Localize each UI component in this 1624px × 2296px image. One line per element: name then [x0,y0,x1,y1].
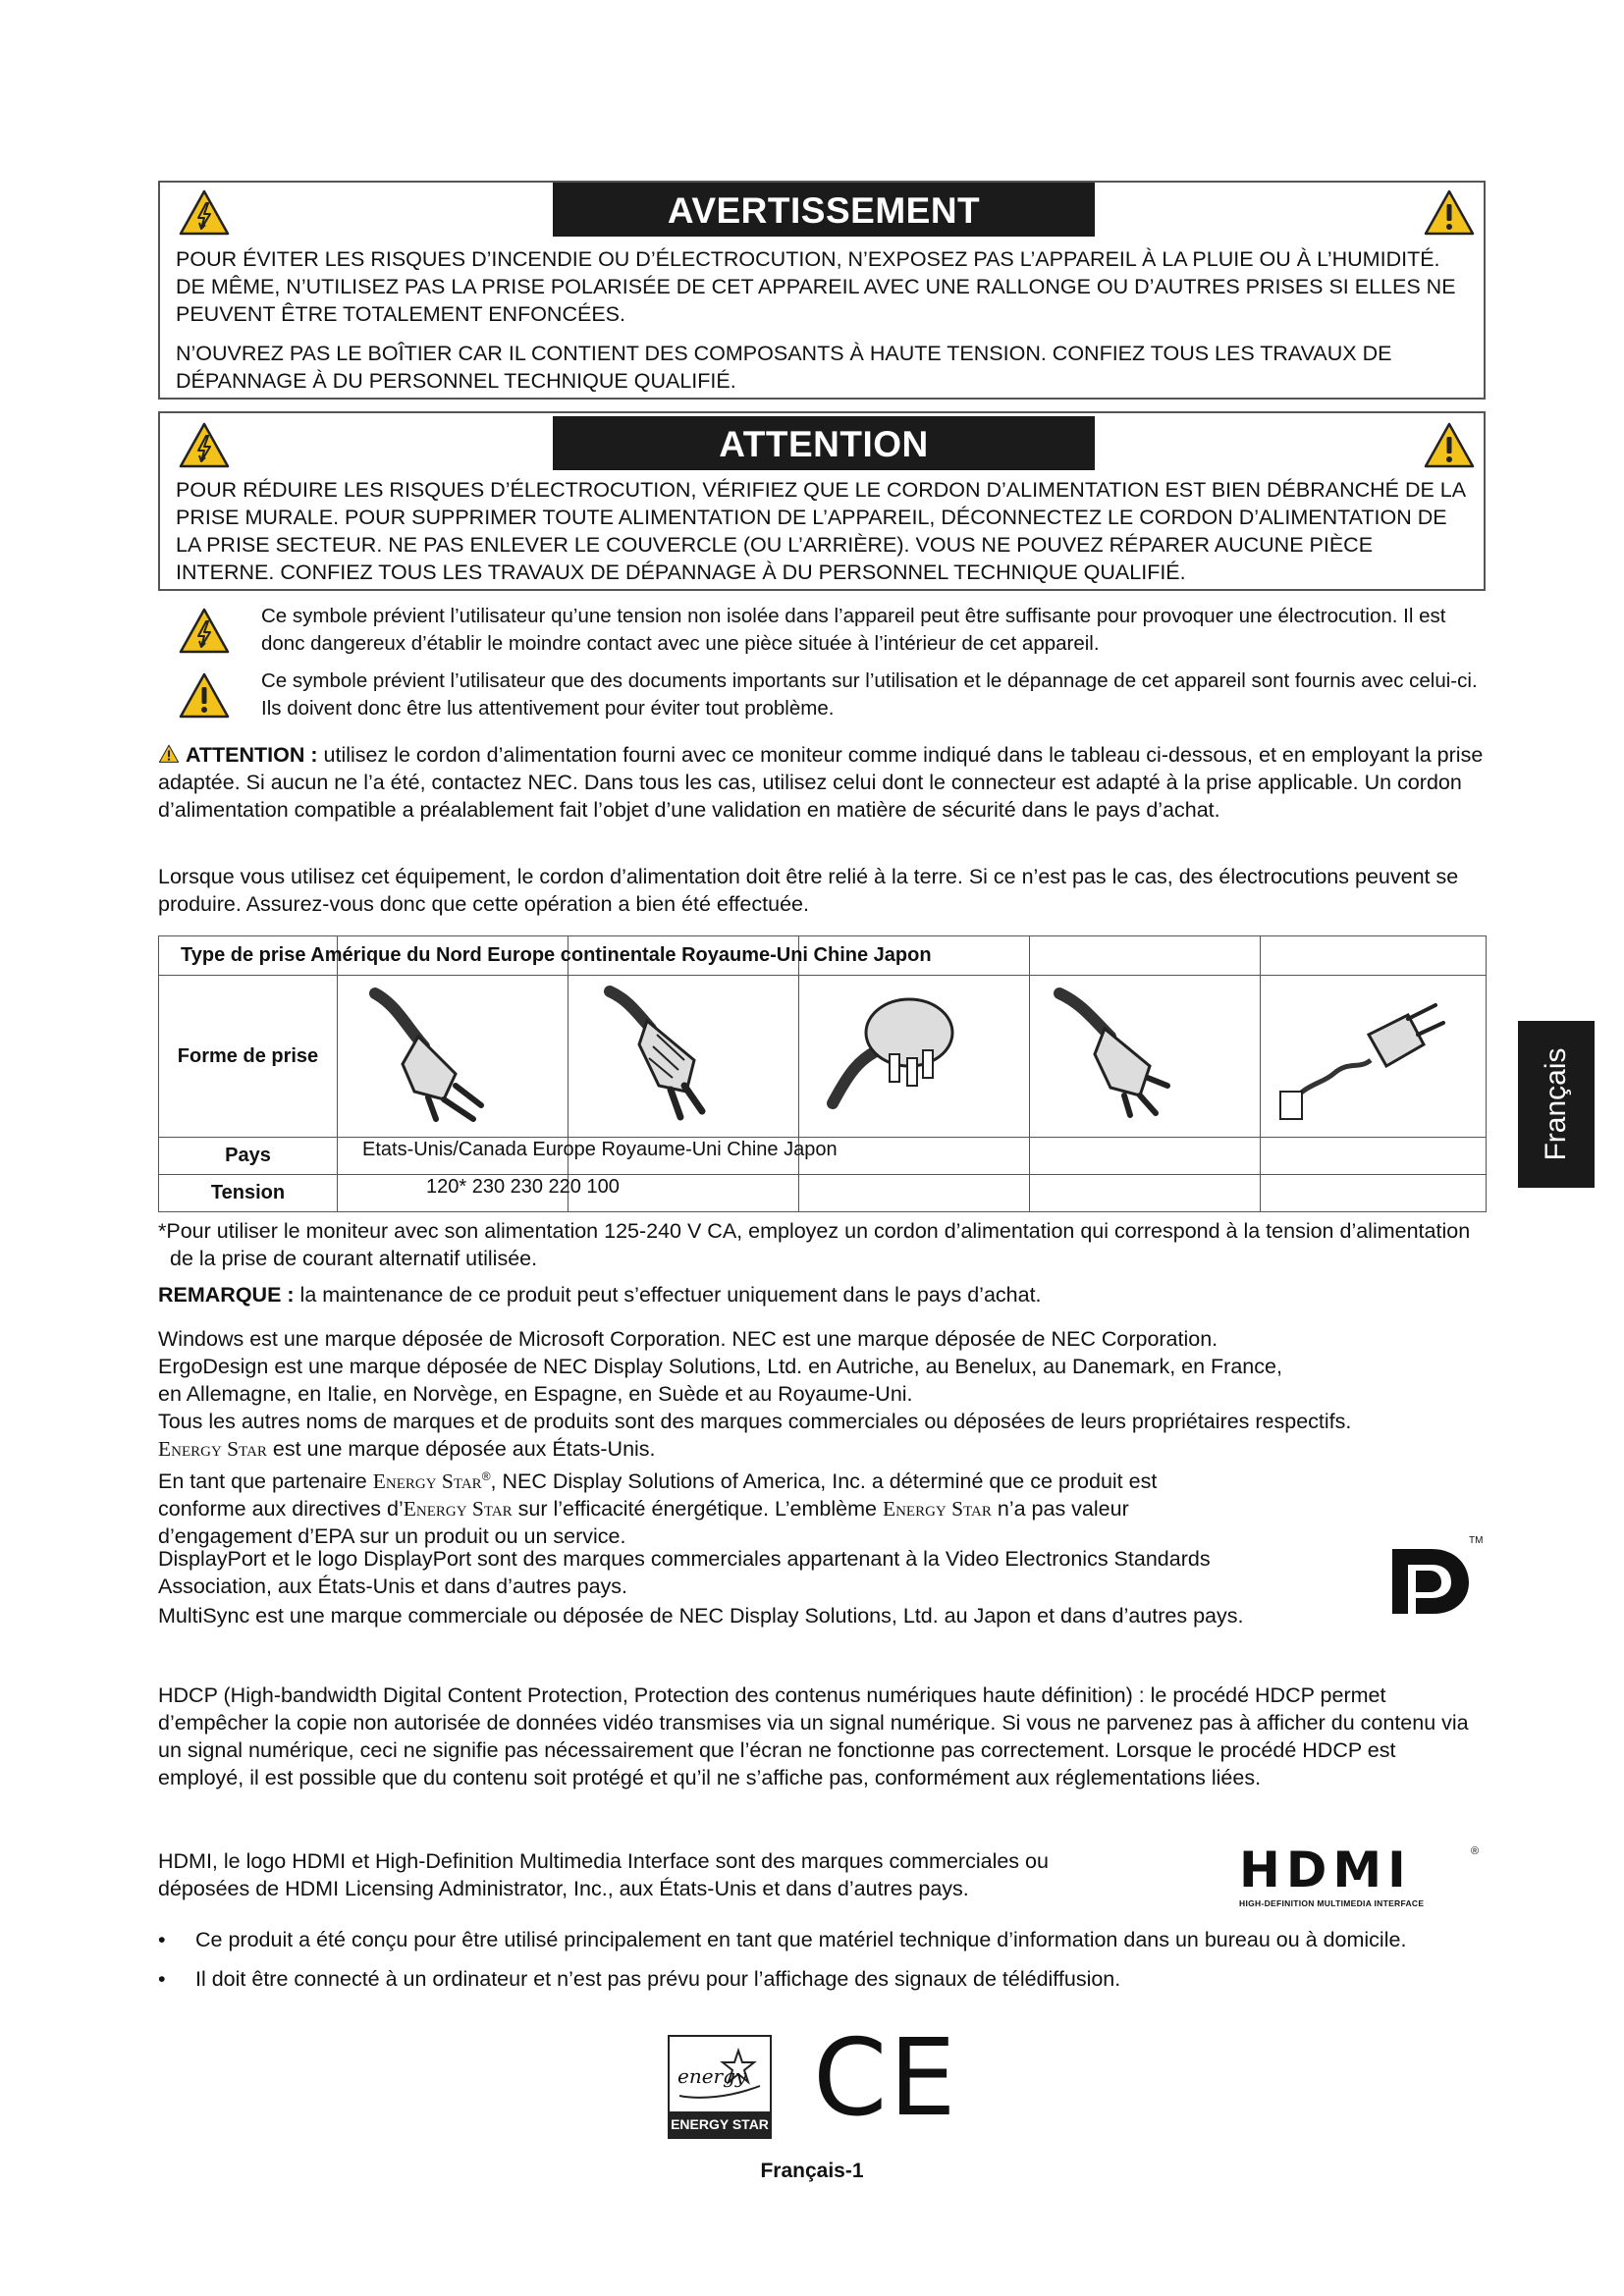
plug-europe-image [568,976,799,1131]
plug-japan-image [1261,976,1487,1131]
plug-north-america [338,976,568,1138]
warning-paragraph-1: POUR ÉVITER LES RISQUES D’INCENDIE OU D’ÉLECTROCUTION, N’EXPOSEZ PAS L’APPAREIL À LA PLUIE OU À L’HUMIDITÉ. DE MÊME, N’UTILISEZ PAS LA PRISE POLARISÉE DE CET APPAREIL AVEC UNE RALLONGE OU D’AUTRES PRISES SI ELLES NE PEUVENT ÊTRE TOTALEMENT ENFONCÉES. [176,247,1456,326]
warning-title: AVERTISSEMENT [553,183,1095,237]
tm-energy-star-2-a: En tant que partenaire [158,1469,373,1494]
language-side-tab [1518,1021,1595,1188]
plug-china [1030,976,1261,1138]
hdcp-paragraph [158,1682,1486,1791]
bullet-text: Ce produit a été conçu pour être utilisé principalement en tant que matériel technique d’information dans un bureau ou à domicile. [195,1928,1407,1951]
energy-star-name: Energy Star [158,1437,267,1461]
lightning-symbol-explanation [158,603,1486,666]
plug-table-voltage-line: 120* 230 230 220 100 [426,1176,620,1198]
warning-box [158,181,1486,400]
earth-paragraph [158,863,1486,918]
exclamation-attention-icon [1423,421,1476,470]
displayport-tm: TM [1469,1535,1484,1546]
hdmi-logo-word: HDMI [1239,1842,1412,1898]
tm-displayport-text: DisplayPort et le logo DisplayPort sont des marques commerciales appartenant à la Video Electronics Standards Association, aux États-Unis et dans d’autres pays. [158,1547,1211,1598]
plug-table-countries-line: Etats-Unis/Canada Europe Royaume-Uni Chine Japon [362,1139,838,1160]
attention-title: ATTENTION [553,416,1095,470]
tm-ergodesign-2: en Allemagne, en Italie, en Norvège, en Espagne, en Suède et au Royaume-Uni. [158,1382,913,1406]
caution-paragraph [158,741,1486,824]
plug-north-america-image [338,976,568,1131]
warning-paragraph-2: N’OUVREZ PAS LE BOÎTIER CAR IL CONTIENT DES COMPOSANTS À HAUTE TENSION. CONFIEZ TOUS LES TRAVAUX DE DÉPANNAGE À DU PERSONNEL TECHNIQUE QUALIFIÉ. [176,342,1392,393]
tm-energy-star-4: d’engagement d’EPA sur un produit ou un service. [158,1524,626,1549]
hdmi-logo [1239,1842,1485,1914]
lightning-attention-icon [178,421,231,470]
plug-table [158,935,1487,1212]
attention-paragraph: POUR RÉDUIRE LES RISQUES D’ÉLECTROCUTION, VÉRIFIEZ QUE LE CORDON D’ALIMENTATION EST BIEN DÉBRANCHÉ DE LA PRISE MURALE. POUR SUPPRIMER TOUTE ALIMENTATION DE L’APPAREIL, DÉCONNECTEZ LE CORDON D’ALIMENTATION DE LA PRISE SECTEUR. NE PAS ENLEVER LE COUVERCLE (OU L’ARRIÈRE). VOUS NE POUVEZ RÉPARER AUCUNE PIÈCE INTERNE. CONFIEZ TOUS LES TRAVAUX DE DÉPANNAGE À DU PERSONNEL TECHNIQUE QUALIFIÉ. [176,478,1465,584]
remarque-label: REMARQUE : [158,1283,295,1307]
bullet-item: • Il doit être connecté à un ordinateur et n’est pas prévu pour l’affichage des signaux de télédiffusion. [158,1967,1121,1991]
language-side-tab-label: Français [1540,1047,1572,1161]
tm-windows: Windows est une marque déposée de Microsoft Corporation. NEC est une marque déposée de NEC Corporation. [158,1327,1218,1351]
hdmi-logo-tagline: HIGH-DEFINITION MULTIMEDIA INTERFACE [1239,1898,1425,1908]
voltage-footnote-text: *Pour utiliser le moniteur avec son alimentation 125-240 V CA, employez un cordon d’alimentation qui correspond à la tension d’alimentation de la prise de courant alternatif utilisée. [158,1219,1471,1270]
remarque-paragraph [158,1281,1486,1308]
exclamation-icon [178,671,231,721]
hdmi-logo-reg: ® [1471,1845,1480,1857]
tm-energy-star-3-c: n’a pas valeur [991,1497,1129,1522]
bullet-item: • Ce produit a été conçu pour être utilisé principalement en tant que matériel technique d’information dans un bureau ou à domicile. [158,1928,1407,1951]
plug-japan [1261,976,1487,1138]
tm-multisync-text: MultiSync est une marque commerciale ou déposée de NEC Display Solutions, Ltd. au Japon et dans d’autres pays. [158,1604,1244,1628]
tm-energy-star-1 [158,1435,1486,1463]
bullet-text: Il doit être connecté à un ordinateur et n’est pas prévu pour l’affichage des signaux de télédiffusion. [195,1967,1121,1991]
exclamation-warning-icon [1423,188,1476,238]
row-label-voltage: Tension [159,1175,338,1212]
caution-text: utilisez le cordon d’alimentation fourni avec ce moniteur comme indiqué dans le tableau ci-dessous, et en employant la prise adaptée. Si aucun ne l’a été, contactez NEC. Dans tous les cas, utilisez celui dont le connecteur est adapté à la prise applicable. Un cordon d’alimentation compatible a préalablement fait l’objet d’une validation en matière de sécurité dans le pays d’achat. [158,743,1484,822]
lightning-symbol-text: Ce symbole prévient l’utilisateur qu’une tension non isolée dans l’appareil peut être suffisante pour provoquer une électrocution. Il est donc dangereux d’établir le moindre contact avec une pièce située à l’intérieur de cet appareil. [261,605,1446,655]
caution-label: ATTENTION : [185,743,318,767]
ce-mark: CE [813,2017,958,2140]
row-label-country: Pays [159,1138,338,1175]
displayport-logo [1384,1539,1483,1620]
energy-star-logo [668,2035,772,2139]
plug-europe [568,976,799,1138]
page-number: Français-1 [760,2160,864,2182]
tm-ergodesign-1: ErgoDesign est une marque déposée de NEC Display Solutions, Ltd. en Autriche, au Benelux, au Danemark, en France, [158,1355,1282,1378]
energy-star-script: energy [677,2064,747,2088]
plug-table-header-line: Type de prise Amérique du Nord Europe continentale Royaume-Uni Chine Japon [181,944,932,966]
tm-multisync [158,1602,1297,1629]
tm-energy-star-3-a: conforme aux directives d’ [158,1497,404,1522]
energy-star-name: Energy Star [403,1497,513,1522]
row-label-shape: Forme de prise [159,976,338,1138]
tm-others: Tous les autres noms de marques et de produits sont des marques commerciales ou déposées de leurs propriétaires respectifs. [158,1410,1352,1433]
energy-star-label: ENERGY STAR [670,2111,770,2137]
attention-box [158,411,1486,591]
plug-uk-image [799,976,1030,1131]
plug-china-image [1030,976,1261,1131]
tm-energy-star-2-b: , NEC Display Solutions of America, Inc. a déterminé que ce produit est [490,1469,1158,1494]
exclamation-symbol-text: Ce symbole prévient l’utilisateur que des documents importants sur l’utilisation et le dépannage de cet appareil sont fournis avec celui-ci. Ils doivent donc être lus attentivement pour éviter tout problème. [261,669,1478,720]
energy-star-name: Energy Star [882,1497,992,1522]
tm-energy-star-1-rest: est une marque déposée aux États-Unis. [266,1437,656,1461]
plug-uk [799,976,1030,1138]
hdcp-text: HDCP (High-bandwidth Digital Content Protection, Protection des contenus numériques haute définition) : le procédé HDCP permet d’empêcher la copie non autorisée de données vidéo transmises via un signal numérique. Si vous ne parvenez pas à afficher du contenu via un signal numérique, ceci ne signifie pas nécessairement que l’écran ne fonctionne pas correctement. Lorsque le procédé HDCP est employé, il est possible que du contenu soit protégé et qu’il ne s’affiche pas, conformément aux réglementations liées. [158,1683,1469,1789]
hdmi-text: HDMI, le logo HDMI et High-Definition Multimedia Interface sont des marques commerciales ou déposées de HDMI Licensing Administrator, Inc., aux États-Unis et dans d’autres pays. [158,1849,1049,1900]
remarque-text: la maintenance de ce produit peut s’effectuer uniquement dans le pays d’achat. [294,1283,1042,1307]
voltage-footnote [158,1217,1474,1272]
lightning-warning-icon [178,188,231,238]
lightning-icon [178,607,231,656]
tm-energy-star-3 [158,1495,1486,1522]
earth-text: Lorsque vous utilisez cet équipement, le cordon d’alimentation doit être relié à la terre. Si ce n’est pas le cas, des électrocutions peuvent se produire. Assurez-vous donc que cette opération a bien été effectuée. [158,865,1459,916]
hdmi-paragraph [158,1847,1140,1902]
exclamation-symbol-explanation [158,667,1486,730]
trademarks-block [158,1325,1486,1550]
tm-energy-star-2 [158,1463,1486,1495]
tm-displayport [158,1545,1297,1600]
tm-energy-star-3-b: sur l’efficacité énergétique. L’emblème [512,1497,883,1522]
energy-star-name: Energy Star [372,1469,482,1494]
registered-mark: ® [481,1469,491,1483]
usage-bullets [158,1926,1493,2004]
small-warning-icon [158,744,180,764]
